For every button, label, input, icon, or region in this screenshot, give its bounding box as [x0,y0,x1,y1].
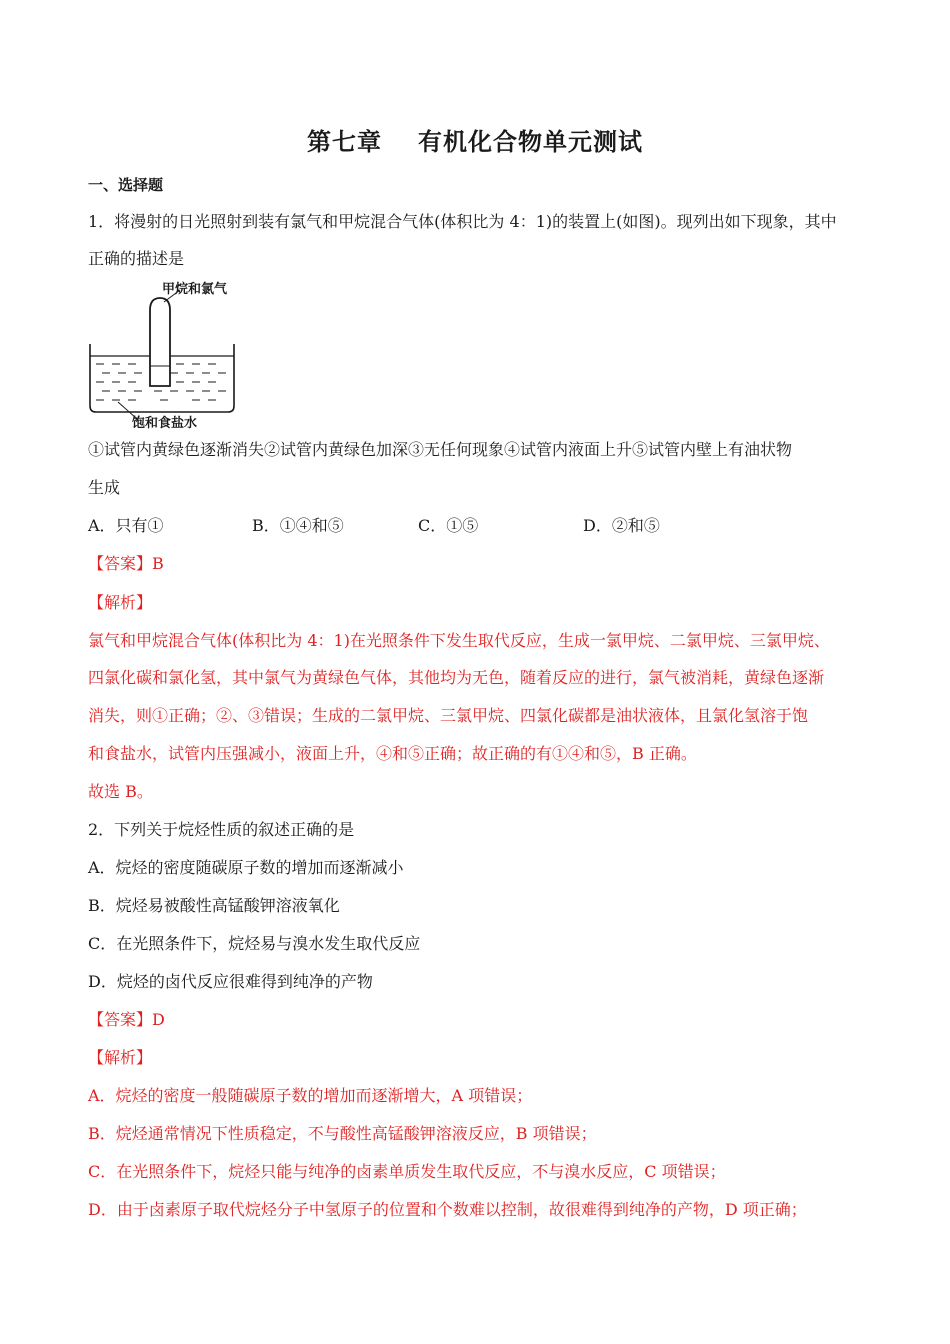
q1-stem-line1: 1．将漫射的日光照射到装有氯气和甲烷混合气体(体积比为 4：1)的装置上(如图)。现列出如下现象，其中 [88,212,837,231]
q2-analysis-line4: D．由于卤素原子取代烷烃分子中氢原子的位置和个数难以控制，故很难得到纯净的产物，D 项正确； [88,1200,807,1219]
q2-option-d: D．烷烃的卤代反应很难得到纯净的产物 [88,972,373,991]
q1-analysis-line2: 四氯化碳和氯化氢，其中氯气为黄绿色气体，其他均为无色，随着反应的进行，氯气被消耗，黄绿色逐渐 [88,668,825,687]
page-title [0,122,950,157]
chapter-number: 第七章 [307,128,382,156]
q1-stem-line2: 正确的描述是 [88,249,185,268]
q2-option-c: C．在光照条件下，烷烃易与溴水发生取代反应 [88,934,421,953]
q2-analysis-line3: C．在光照条件下，烷烃只能与纯净的卤素单质发生取代反应，不与溴水反应，C 项错误； [88,1162,726,1181]
q2-analysis-label: 【解析】 [88,1048,153,1067]
q1-analysis-line3: 消失，则①正确；②、③错误；生成的二氯甲烷、三氯甲烷、四氯化碳都是油状液体，且氯化氢溶于饱 [88,706,809,725]
q1-option-a: A．只有① [88,516,164,535]
figure-label-brine: 饱和食盐水 [132,416,198,431]
q1-statements-line2: 生成 [88,478,121,497]
q1-answer: 【答案】B [88,554,164,573]
chapter-name: 有机化合物单元测试 [418,128,643,156]
q1-option-d: D．②和⑤ [583,516,660,535]
q2-option-a: A．烷烃的密度随碳原子数的增加而逐渐减小 [88,858,404,877]
q1-statements-line1: ①试管内黄绿色逐渐消失②试管内黄绿色加深③无任何现象④试管内液面上升⑤试管内壁上有油状物 [88,440,793,459]
apparatus-drawing [88,278,248,430]
q1-analysis-line1: 氯气和甲烷混合气体(体积比为 4：1)在光照条件下发生取代反应，生成一氯甲烷、二氯甲烷、三氯甲烷、 [88,631,830,650]
figure-label-gas: 甲烷和氯气 [162,282,228,297]
q1-conclusion: 故选 B。 [88,782,153,801]
q1-option-b: B．①④和⑤ [252,516,344,535]
q1-apparatus-figure [88,278,248,430]
q1-analysis-label: 【解析】 [88,593,153,612]
q1-option-c: C．①⑤ [418,516,479,535]
q1-analysis-line4: 和食盐水，试管内压强减小，液面上升，④和⑤正确；故正确的有①④和⑤，B 正确。 [88,744,697,763]
q2-stem: 2．下列关于烷烃性质的叙述正确的是 [88,820,355,839]
q2-answer: 【答案】D [88,1010,165,1029]
q2-analysis-line2: B．烷烃通常情况下性质稳定，不与酸性高锰酸钾溶液反应，B 项错误； [88,1124,597,1143]
q2-analysis-line1: A．烷烃的密度一般随碳原子数的增加而逐渐增大，A 项错误； [88,1086,533,1105]
q2-option-b: B．烷烃易被酸性高锰酸钾溶液氧化 [88,896,340,915]
section-heading: 一、选择题 [88,176,164,194]
q1-options [88,515,848,537]
